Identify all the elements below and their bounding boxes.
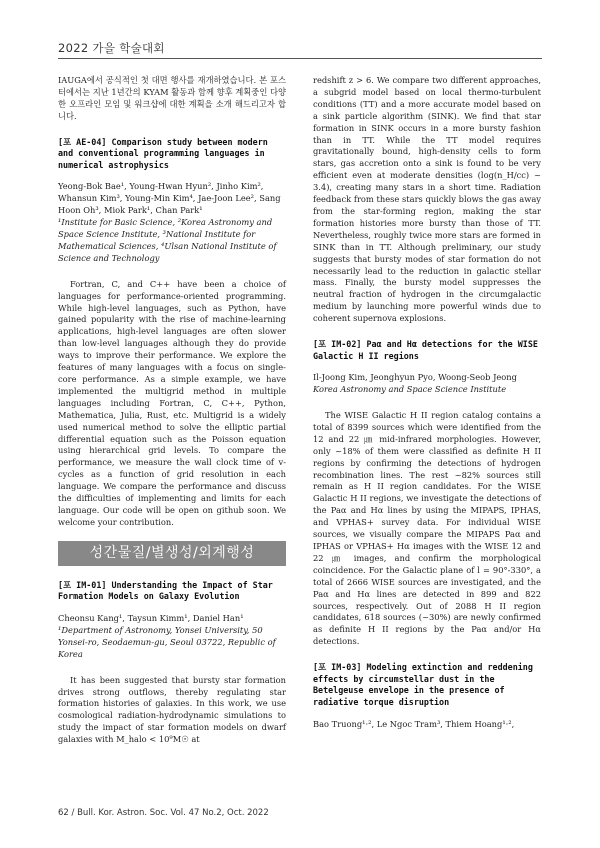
im01-title: [포 IM-01] Understanding the Impact of Star Formation Models on Galaxy Evolution (58, 579, 273, 602)
im02-abstract: The WISE Galactic H II region catalog contains a total of 8399 sources which were identified from the 12 and 22 ㎛ mid-infrared morphologies. However, only ~18% of them were classified as definite H II regions by confirming the detections of hydrogen recombination lines. The rest ~82% sources still remain as H II region candidates. For the WISE Galactic H II regions, we investigate the detections of the Paα and Hα lines by using the MIPAPS, IPHAS, and VPHAS+ survey data. For individual WISE sources, we visually compare the MIPAPS Paα and IPHAS or VPHAS+ Hα images with the WISE 12 and 22 ㎛ images, and confirm the morphological coincidence. For the Galactic plane of l = 90°-330°, a total of 2666 WISE sources are investigated, and the Paα and Hα lines are detected in 899 and 822 sources, respectively. Out of 2088 H II region candidates, 618 sources (~30%) are newly confirmed as definite H II regions by the Paα and/or Hα detections. (313, 410, 541, 647)
page-footer: 62 / Bull. Kor. Astron. Soc. Vol. 47 No.2, Oct. 2022 (58, 808, 269, 818)
im01-abstract-continued: redshift z > 6. We compare two different approaches, a subgrid model based on local thermo-turbulent conditions (TT) and a more accurate model based on a sink particle algorithm (SINK). We find that star formation in SINK occurs in a more bursty fashion than in TT. While the TT model requires gravitationally bound, high-density cells to form stars, gas accretion onto a sink is found to be very efficient even at moderate densities (log(n_H/cc) ~ 3.4), creating many stars in a short time. Radiation feedback from these stars quickly blows the gas away from the star-forming region, making the star formation histories more bursty than those of TT. Nevertheless, roughly twice more stars are formed in SINK than in TT. Although preliminary, our study suggests that bursty modes of star formation do not necessarily lead to the reduction in galactic stellar mass. Finally, the bursty model suppresses the neutral fraction of hydrogen in the circumgalactic medium by launching more powerful winds due to coherent supernova explosions. (313, 75, 541, 324)
intro-paragraph: IAUGA에서 공식적인 첫 대면 행사를 재개하였습니다. 본 포스터에서는 지난 1년간의 KYAM 활동과 함께 향후 계획중인 다양한 오프라인 모임 및 워크샵에 대한 계획을 소개 해드리고자 합니다. (58, 75, 287, 121)
ae04-title: [포 AE-04] Comparison study between modern and conventional programming languages in numerical astrophysics (58, 136, 268, 170)
im02-authors: Il-Joong Kim, Jeonghyun Pyo, Woong-Seob Jeong (313, 372, 517, 383)
im02-affiliation: Korea Astronomy and Space Science Institute (313, 384, 507, 395)
im01-affiliation: ¹Department of Astronomy, Yonsei University, 50 Yonsei-ro, Seodaemun-gu, Seoul 03722, Republic of Korea (58, 624, 276, 659)
ae04-affiliation: ¹Institute for Basic Science, ²Korea Astronomy and Space Science Institute, ³National Institute for Mathematical Sciences, ⁴Ulsan National Institute of Science and Technology (58, 217, 277, 263)
im01-authors: Cheonsu Kang¹, Taysun Kimm¹, Daniel Han¹ (58, 612, 244, 623)
right-column (313, 75, 541, 730)
ae04-authors: Yeong-Bok Bae¹, Young-Hwan Hyun², Jinho Kim², Whansun Kim³, Young-Min Kim⁴, Jae-Joon Lee², Sang Hoon Oh³, Miok Park¹, Chan Park¹ (58, 181, 281, 216)
running-header: 2022 가을 학술대회 (58, 41, 165, 55)
left-column (58, 75, 286, 746)
ae04-abstract: Fortran, C, and C++ have been a choice of languages for performance-oriented programming. While high-level languages, such as Python, have gained popularity with the rise of machine-learning applications, high-level languages are often slower than low-level languages although they do provide ways to improve their performance. We explore the features of many languages with a focus on single-core performance. As a simple example, we have implemented the multigrid method in multiple languages including Fortran, C, C++, Python, Mathematica, Julia, Rust, etc. Multigrid is a widely used numerical method to solve the elliptic partial differential equation such as the Poisson equation using hierarchical grid levels. To compare the performance, we measure the wall clock time of v-cycles as a function of grid resolution in each language. We compare the performance and discuss the difficulties of implementing and limits for each language. Our code will be open on github soon. We welcome your contribution. (58, 278, 286, 527)
im02-title: [포 IM-02] Paα and Hα detections for the WISE Galactic H II regions (313, 339, 538, 361)
im01-abstract: It has been suggested that bursty star formation drives strong outflows, thereby regulating star formation histories of galaxies. In this work, we use cosmological radiation-hydrodynamic simulations to study the impact of star formation models on dwarf galaxies with M_halo < 10⁹M☉ at (58, 674, 286, 745)
section-banner: 성간물질/별생성/외계행성 (58, 541, 286, 566)
im03-authors: Bao Truong¹·², Le Ngoc Tram³, Thiem Hoang¹·², (313, 718, 515, 729)
im03-title: [포 IM-03] Modeling extinction and reddening effects by circumstellar dust in the Betelgeuse envelope in the presence of radiative torque disruption (313, 662, 533, 707)
header-rule (58, 58, 542, 59)
